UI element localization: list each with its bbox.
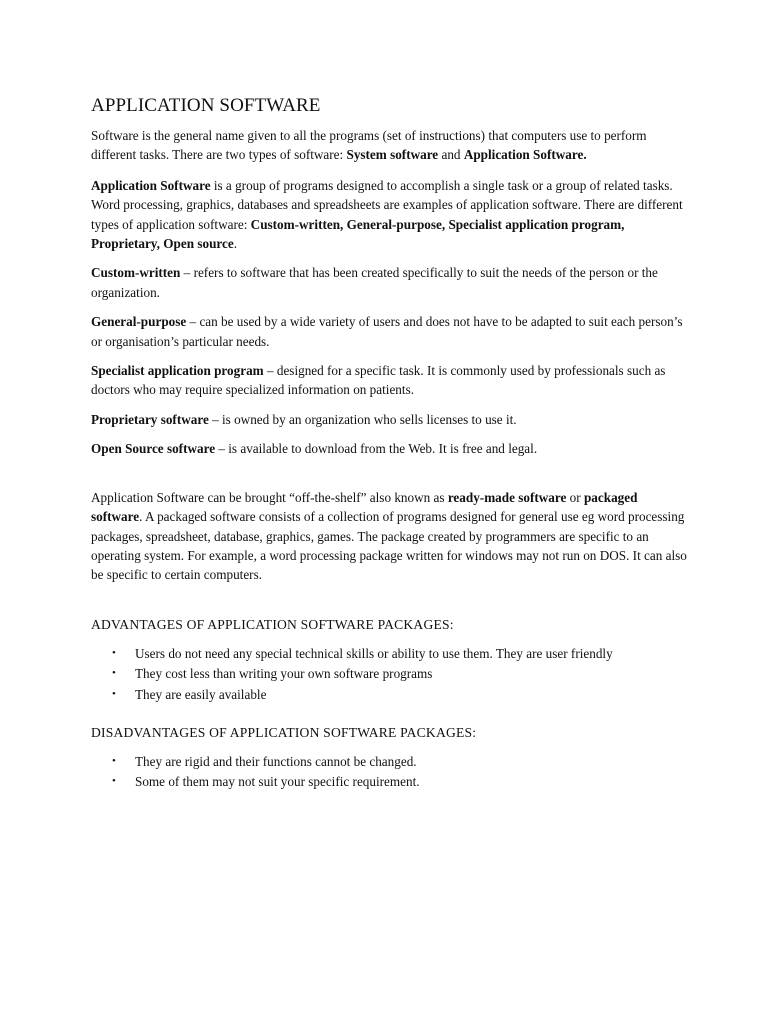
disadvantages-heading: DISADVANTAGES OF APPLICATION SOFTWARE PACKAGES:: [91, 724, 477, 740]
custom-written-paragraph: [91, 263, 688, 302]
bullet-icon: •: [112, 667, 116, 680]
spacer: [91, 469, 688, 488]
application-software-paragraph: [91, 176, 688, 254]
specialist-term: Specialist application program: [91, 363, 264, 379]
bullet-icon: •: [112, 646, 116, 659]
list-item-text: They cost less than writing your own software programs: [135, 666, 433, 682]
general-purpose-paragraph: [91, 312, 688, 351]
bullet-icon: •: [112, 687, 116, 700]
intro-text-1: Software is the general name given to all the programs (set of instructions) that computers use to perform different tasks. There are two types of software:: [91, 128, 647, 163]
list-item-text: They are easily available: [135, 686, 267, 702]
open-source-term: Open Source software: [91, 441, 216, 457]
app-software-types-list: Custom-written, General-purpose, Specialist application program, Proprietary, Open source: [91, 216, 625, 252]
page-title: APPLICATION SOFTWARE: [91, 95, 321, 116]
specialist-paragraph: [91, 361, 688, 400]
list-item: [112, 644, 688, 663]
advantages-list: [91, 644, 688, 704]
list-item: [112, 664, 688, 683]
general-purpose-term: General-purpose: [91, 314, 187, 330]
advantages-heading: ADVANTAGES OF APPLICATION SOFTWARE PACKAGES:: [91, 616, 454, 632]
open-source-text: – is available to download from the Web. It is free and legal.: [215, 441, 538, 457]
app-software-text-2: .: [233, 236, 238, 252]
list-item-text: Users do not need any special technical skills or ability to use them. They are user friendly: [135, 645, 613, 661]
specialist-text: – designed for a specific task. It is commonly used by professionals such as doctors who may require specialized information on patients.: [91, 363, 666, 398]
list-item-text: Some of them may not suit your specific requirement.: [135, 774, 420, 790]
bullet-icon: •: [112, 754, 116, 767]
open-source-paragraph: [91, 439, 688, 458]
intro-text-2: and: [438, 147, 464, 163]
ready-made-term: ready-made software: [447, 489, 567, 505]
ready-made-text-2: or: [566, 489, 584, 505]
proprietary-term: Proprietary software: [91, 411, 209, 427]
bullet-icon: •: [112, 775, 116, 788]
disadvantages-list: [91, 752, 688, 792]
proprietary-text: – is owned by an organization who sells licenses to use it.: [208, 411, 517, 427]
intro-paragraph: [91, 126, 688, 165]
list-item-text: They are rigid and their functions cannot be changed.: [135, 753, 417, 769]
ready-made-text-1: Application Software can be brought “off-the-shelf” also known as: [91, 489, 448, 505]
proprietary-paragraph: [91, 410, 688, 429]
custom-written-term: Custom-written: [91, 265, 181, 281]
intro-bold-system-software: System software: [346, 147, 439, 163]
general-purpose-text: – can be used by a wide variety of users and does not have to be adapted to suit each person’s or organisation’s particular needs.: [91, 314, 683, 349]
ready-made-paragraph: [91, 488, 688, 585]
ready-made-text-3: . A packaged software consists of a collection of programs designed for general use eg word processing packages, spreadsheet, database, graphics, games. The package created by programmers are specific to an operating system. For example, a word processing package written for windows may not run on DOS. It can also be specific to certain computers.: [91, 509, 687, 583]
list-item: [112, 752, 688, 771]
intro-bold-application-software: Application Software.: [463, 147, 587, 163]
app-software-term: Application Software: [91, 177, 211, 193]
packaged-software-term: packaged software: [91, 489, 638, 525]
list-item: [112, 685, 688, 704]
list-item: [112, 772, 688, 791]
custom-written-text: – refers to software that has been created specifically to suit the needs of the person or the organization.: [91, 265, 658, 300]
app-software-text-1: is a group of programs designed to accomplish a single task or a group of related tasks. Word processing, graphics, databases and spreadsheets are examples of application software. There are different types of application software:: [91, 177, 683, 232]
